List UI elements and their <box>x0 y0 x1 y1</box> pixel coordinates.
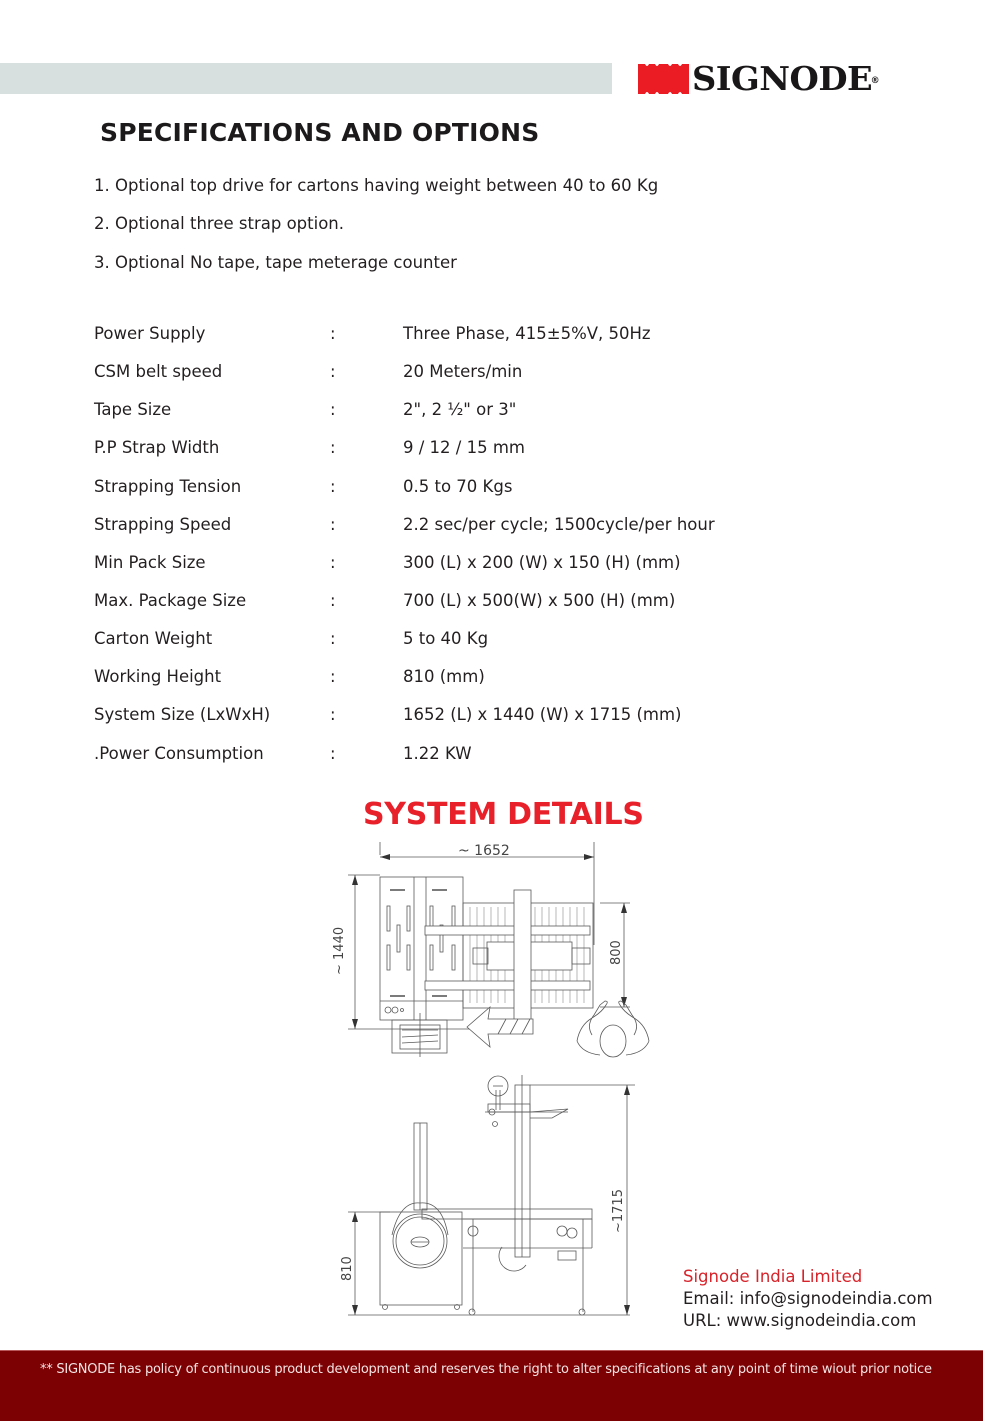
spec-table <box>94 322 715 780</box>
spec-label: CSM belt speed <box>94 362 223 382</box>
option-item: 2. Optional three strap option. <box>94 214 344 234</box>
spec-label: Max. Package Size <box>94 590 247 610</box>
spec-separator: : <box>330 362 336 382</box>
footer-bar <box>0 1350 983 1421</box>
signode-logo-icon <box>638 64 689 94</box>
length-dimension: ~ 1652 <box>458 843 510 859</box>
conveyor-dimension: 800 <box>609 940 624 965</box>
contact-email[interactable]: Email: info@signodeindia.com <box>683 1289 933 1308</box>
height-dimension: ~1715 <box>611 1189 626 1233</box>
spec-label: P.P Strap Width <box>94 438 220 458</box>
specifications-title: SPECIFICATIONS AND OPTIONS <box>100 118 540 147</box>
spec-label: System Size (LxWxH) <box>94 705 271 725</box>
registered-mark: ® <box>870 76 880 86</box>
spec-value: 810 (mm) <box>403 667 485 687</box>
spec-row <box>94 665 715 703</box>
spec-value: Three Phase, 415±5%V, 50Hz <box>403 324 651 343</box>
spec-separator: : <box>330 514 336 534</box>
header-bar <box>0 63 612 94</box>
spec-row <box>94 703 715 741</box>
spec-row <box>94 627 715 665</box>
spec-separator: : <box>330 667 336 687</box>
spec-separator: : <box>330 629 336 649</box>
spec-separator: : <box>330 476 336 496</box>
spec-separator: : <box>330 743 336 763</box>
company-name: Signode India Limited <box>683 1267 863 1286</box>
width-dimension: ~ 1440 <box>332 926 347 975</box>
spec-row <box>94 475 715 513</box>
spec-row <box>94 551 715 589</box>
brand-name: SIGNODE <box>692 59 873 98</box>
spec-separator: : <box>330 324 336 343</box>
spec-row <box>94 322 715 360</box>
machine-drawing <box>330 835 660 1320</box>
spec-value: 1652 (L) x 1440 (W) x 1715 (mm) <box>403 705 682 725</box>
spec-row <box>94 360 715 398</box>
spec-value: 9 / 12 / 15 mm <box>403 438 525 458</box>
options-list <box>94 174 658 289</box>
spec-row <box>94 742 715 780</box>
spec-value: 1.22 KW <box>403 743 472 763</box>
top-view-diagram <box>332 842 649 1057</box>
spec-label: Carton Weight <box>94 629 213 649</box>
brand-logo <box>638 61 880 97</box>
spec-label: Tape Size <box>94 400 172 420</box>
spec-separator: : <box>330 552 336 572</box>
spec-value: 300 (L) x 200 (W) x 150 (H) (mm) <box>403 552 681 572</box>
spec-row <box>94 436 715 474</box>
side-view-diagram <box>340 1075 635 1315</box>
system-details-title: SYSTEM DETAILS <box>363 797 644 832</box>
spec-label: Strapping Tension <box>94 476 242 496</box>
spec-separator: : <box>330 400 336 420</box>
spec-value: 2", 2 ½" or 3" <box>403 400 517 420</box>
spec-value: 2.2 sec/per cycle; 1500cycle/per hour <box>403 514 715 534</box>
spec-row <box>94 398 715 436</box>
disclaimer-note: ** SIGNODE has policy of continuous product development and reserves the right to alter specifications at any point of time wiout prior notice <box>40 1362 932 1377</box>
option-item: 1. Optional top drive for cartons having weight between 40 to 60 Kg <box>94 176 659 195</box>
spec-separator: : <box>330 438 336 458</box>
operator-icon <box>577 1001 649 1057</box>
spec-row <box>94 513 715 551</box>
spec-value: 20 Meters/min <box>403 362 523 382</box>
spec-label: Working Height <box>94 667 222 687</box>
spec-label: Min Pack Size <box>94 552 206 572</box>
spec-value: 700 (L) x 500(W) x 500 (H) (mm) <box>403 590 676 610</box>
spec-separator: : <box>330 705 336 725</box>
contact-url[interactable]: URL: www.signodeindia.com <box>683 1311 917 1330</box>
spec-label: .Power Consumption <box>94 743 264 763</box>
spec-row <box>94 589 715 627</box>
spec-label: Strapping Speed <box>94 514 232 534</box>
spec-value: 5 to 40 Kg <box>403 629 489 649</box>
spec-label: Power Supply <box>94 324 206 343</box>
working-height-dimension: 810 <box>340 1256 355 1281</box>
spec-separator: : <box>330 590 336 610</box>
contact-block <box>683 1266 933 1332</box>
option-item: 3. Optional No tape, tape meterage counter <box>94 252 457 272</box>
spec-value: 0.5 to 70 Kgs <box>403 476 513 496</box>
